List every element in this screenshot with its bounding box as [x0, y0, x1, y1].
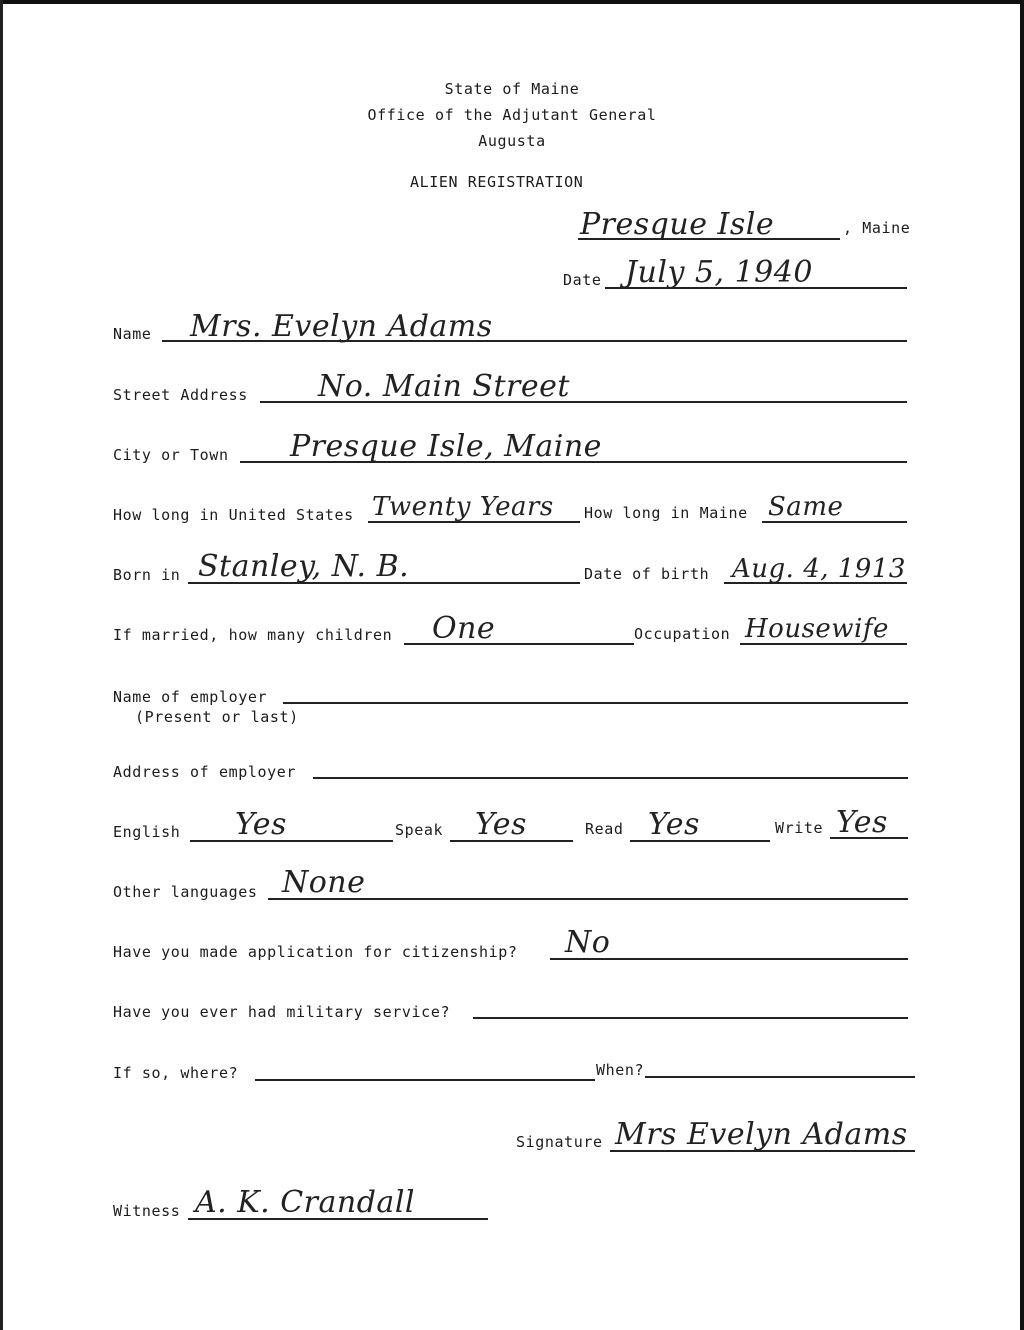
- employer-name-line[interactable]: [283, 702, 908, 704]
- other-languages-value[interactable]: None: [282, 865, 366, 900]
- employer-address-line[interactable]: [313, 777, 908, 779]
- children-value[interactable]: One: [432, 611, 496, 646]
- date-of-birth-label: Date of birth: [584, 565, 710, 583]
- born-in-label: Born in: [113, 566, 181, 584]
- witness-value[interactable]: A. K. Crandall: [195, 1185, 416, 1220]
- date-label: Date: [563, 271, 602, 289]
- occupation-value[interactable]: Housewife: [745, 614, 889, 644]
- signature-value[interactable]: Mrs Evelyn Adams: [615, 1117, 908, 1152]
- date-of-birth-value[interactable]: Aug. 4, 1913: [732, 554, 906, 584]
- when-line[interactable]: [645, 1076, 915, 1078]
- city-value[interactable]: Presque Isle, Maine: [290, 429, 602, 464]
- witness-label: Witness: [113, 1202, 181, 1220]
- citizenship-label: Have you made application for citizenship?: [113, 943, 518, 961]
- where-line[interactable]: [255, 1079, 595, 1081]
- how-long-us-label: How long in United States: [113, 506, 354, 524]
- date-value[interactable]: July 5, 1940: [625, 255, 813, 290]
- military-label: Have you ever had military service?: [113, 1003, 451, 1021]
- how-long-us-value[interactable]: Twenty Years: [372, 492, 554, 522]
- header-state: State of Maine: [444, 80, 580, 98]
- if-so-where-label: If so, where?: [113, 1064, 239, 1082]
- citizenship-value[interactable]: No: [565, 925, 611, 960]
- speak-value[interactable]: Yes: [475, 807, 527, 842]
- military-line[interactable]: [473, 1017, 908, 1019]
- place-value[interactable]: Presque Isle: [580, 207, 775, 242]
- english-label: English: [113, 823, 181, 841]
- other-languages-label: Other languages: [113, 883, 258, 901]
- employer-name-label: Name of employer: [113, 688, 268, 706]
- street-address-value[interactable]: No. Main Street: [318, 369, 570, 404]
- header-city: Augusta: [478, 132, 546, 150]
- speak-label: Speak: [395, 821, 444, 839]
- maine-label: , Maine: [843, 219, 911, 237]
- children-label: If married, how many children: [113, 626, 393, 644]
- write-value[interactable]: Yes: [836, 805, 888, 840]
- read-label: Read: [585, 820, 624, 838]
- born-in-value[interactable]: Stanley, N. B.: [198, 549, 410, 584]
- signature-label: Signature: [516, 1133, 603, 1151]
- header-office: Office of the Adjutant General: [367, 106, 657, 124]
- write-label: Write: [775, 819, 824, 837]
- occupation-label: Occupation: [634, 625, 731, 643]
- english-value[interactable]: Yes: [235, 807, 287, 842]
- employer-present-or-last: (Present or last): [135, 708, 299, 726]
- form-title: ALIEN REGISTRATION: [410, 173, 584, 191]
- read-value[interactable]: Yes: [648, 807, 700, 842]
- when-label: When?: [596, 1061, 645, 1079]
- how-long-maine-value[interactable]: Same: [768, 492, 844, 522]
- street-address-label: Street Address: [113, 386, 248, 404]
- english-line: [190, 840, 393, 842]
- employer-address-label: Address of employer: [113, 763, 296, 781]
- city-label: City or Town: [113, 446, 229, 464]
- name-label: Name: [113, 325, 152, 343]
- name-value[interactable]: Mrs. Evelyn Adams: [190, 309, 493, 344]
- how-long-maine-label: How long in Maine: [584, 504, 748, 522]
